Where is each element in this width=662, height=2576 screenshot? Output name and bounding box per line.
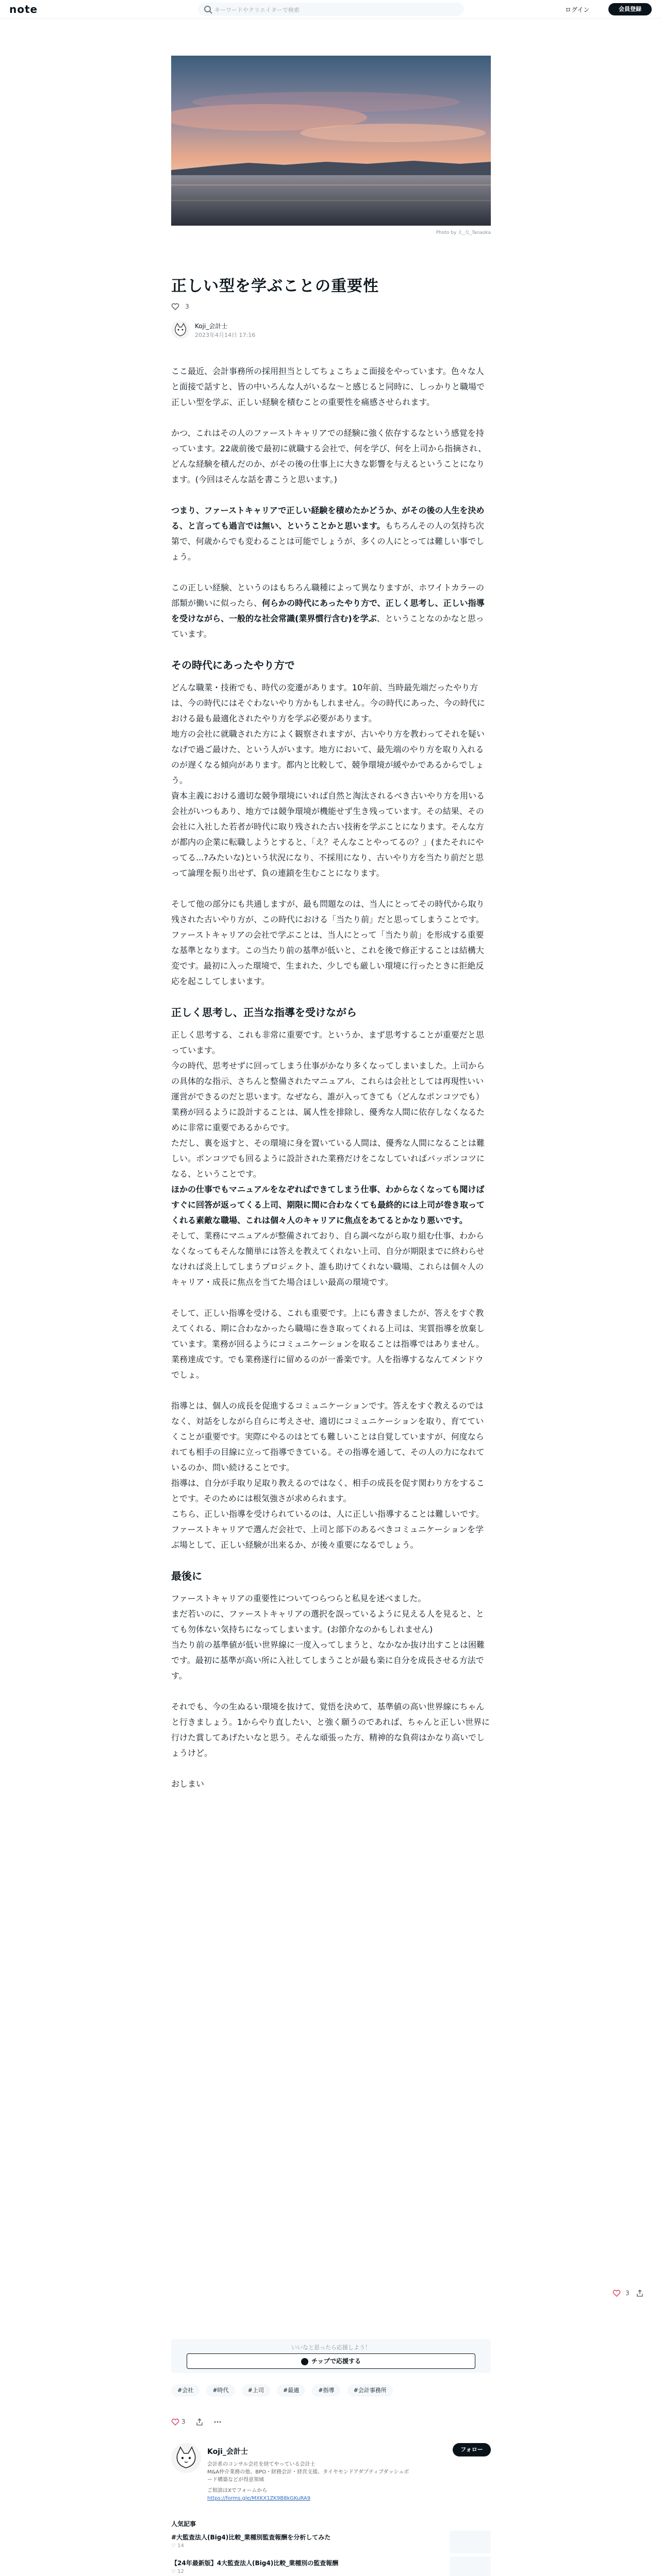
heart-icon [171,2418,179,2426]
paragraph [171,503,491,565]
paragraph: 当たり前の基準値が低い世界線に一度入ってしまうと、なかなか抜け出すことは困難です。最初に基準が高い所に入社してしまうことが最も楽に自分を成長させる方法です。 [171,1640,485,1681]
avatar[interactable] [171,320,190,339]
popular-item-title[interactable]: 【24年最新版】4大監査法人(Big4)比較_業種別の監査報酬 [171,2560,339,2567]
side-like-count: 3 [625,2289,630,2297]
follow-button[interactable]: フォロー [453,2443,491,2456]
support-box [171,2339,491,2373]
popular-item-likes: ♡ 12 [171,2569,184,2574]
author-name[interactable]: Koji_会計士 [195,323,228,330]
search-icon [204,6,211,12]
article-title: 正しい型を学ぶことの重要性 [171,277,379,295]
paragraph: それでも、今の生ぬるい環境を抜けて、覚悟を決めて、基準値の高い世界線にちゃんと行きましょう。1からやり直したい、と強く願うのであれば、ちゃんと正しい世界に行けた賞してあげたいなと思う。そんな頑張った方、精神的な負荷はかなり高いでしょうけど。 [171,1702,490,1758]
popular-heading: 人気記事 [171,2520,196,2528]
coin-icon [301,2358,308,2365]
tag-list [171,2384,491,2397]
paragraph: 指導とは、個人の成長を促進するコミュニケーションです。答えをすぐ教えるのではなく、対話をしながら自らに考えさせ、適切にコミュニケーションを取り、育てていくことが重要です。実際にやるのはとても難しいことは自覚していますが、何度なられても相手の目線に立って指導できている。その指導を通して、その人の力になれているのか、問い続けることです。 [171,1401,485,1472]
search-input[interactable] [198,3,464,16]
paragraph: こちら、正しい指導を受けられているのは、人に正しい指導することは難しいです。ファーストキャリアで選んだ会社で、上司と部下のあるべきコミュニケーションを学ぶ場として、正しい経験が出来るか、が後々重要になるでしょう。 [171,1509,484,1550]
popular-item-thumbnail[interactable] [450,2556,491,2576]
paragraph: かつ、これはその人のファーストキャリアでの経験に強く依存するなという感覚を持っています。22歳前後で最初に就職する会社で、何を学び、何を上司から指摘され、どんな経験を積んだのか、がその後の仕事上に大きな影響を与えるということになります。(今回はそんな話を書こうと思います。) [171,428,487,484]
creator-name[interactable]: Koji_会計士 [207,2448,248,2456]
share-icon [195,2418,204,2426]
tag[interactable]: #会計事務所 [347,2384,393,2397]
tip-button-label: チップで応援する [311,2358,361,2365]
paragraph: どんな職業・技術でも、時代の変遷があります。10年前、当時最先端だったやり方は、今の時代にはそぐわないやり方かもしれません。今の時代にあった、今の時代における最も最適化されたやり方を学ぶ必要があります。 [171,683,485,723]
popular-item-likes: ♡ 14 [171,2543,184,2549]
tag[interactable]: #指導 [312,2384,340,2397]
creator-card [171,2443,491,2507]
paragraph: ここ最近、会計事務所の採用担当としてちょこちょこ面接をやっています。色々な人と面接で話すと、皆の中いろんな人がいるな～と感じると同時に、しっかりと職場で正しい型を学ぶ、正しい経験を積むことの重要性を痛感させられます。 [171,366,485,407]
support-prompt: いいなと思ったら応援しよう！ [291,2344,371,2351]
popular-item-title[interactable]: #大監査法人(Big4)比較_業種別監査報酬を分析してみた [171,2534,331,2541]
creator-bio-text: 会計系のコンサル会社を経てやっている会計士 M&A仲介業務の他、BPO・財務会計・経営支援、タイヤモンドアダプティブダッシュボード構築などが得意領域 [207,2462,409,2483]
text: もちろんその人の気持ち次第で、何歳からでも変わることは可能でしょうが、多くの人にとっては難しい事でしょう。 [171,521,485,562]
section-heading: その時代にあったやり方で [171,659,295,671]
section-heading: 最後に [171,1570,202,1582]
top-header [0,0,662,19]
creator-contact: ご相談はXでフォームから [207,2488,268,2494]
paragraph: そして他の部分にも共通しますが、最も問題なのは、当人にとってその時代から取り残された古いやり方が、この時代における「当たり前」だと思ってしまうことです。ファーストキャリアの会社で学ぶことは、当人にとって「当たり前」を形成する重要な基準となります。この当たり前の基準が低いと、これを後で修正することは結構大変です。最初に入った環境で、生まれた、少しでも厳しい環境に行ったときに拒絶反応を起こしてしまいます。 [171,899,485,986]
action-like-count: 3 [181,2418,186,2425]
paragraph: 地方の会社に就職された方によく観察されますが、古いやり方を教わってそれを疑いなげで過ご最けた、という人がいます。地方において、最先端のやり方を取り入れるのが遅くなる傾向があります。都内と比較して、競争環境が緩やかであるからでしょう。 [171,729,485,785]
popular-item-like-count: 12 [177,2569,184,2574]
paragraph: 指導は、自分が手取り足取り教えるのではなく、相手の成長を促す関わり方をすることです。そのためには根気強さが求められます。 [171,1478,485,1503]
paragraph: そして、業務にマニュアルが整備されており、自ら調べながら取り組む仕事、わからなくなってもそんな簡単には答えを教えてくれない上司、自分が期限までに終わらせなければ炎上してしまうプロジェクト、誰も助けてくれない職場、これらは個々人のキャリア・成長に焦点を当てた場合ほしい最高の環境です。 [171,1231,485,1287]
bold-text: つまり、ファーストキャリアで正しい経験を積めたかどうか、がその後の人生を決める、と言っても過言では無い、ということかと思います。 [171,505,485,531]
paragraph: まだ若いのに、ファーストキャリアの選択を誤っているように見える人を見ると、とても勿体ない気持ちになってしまいます。(お節介なのかもしれません) [171,1609,484,1634]
article-body [171,364,491,1807]
share-action[interactable] [195,2418,204,2426]
popular-item-like-count: 14 [177,2543,184,2549]
publish-date: 2023年4月14日 17:16 [195,332,256,338]
author-block[interactable] [171,319,491,342]
login-link[interactable]: ログイン [565,6,590,13]
heart-icon[interactable] [613,2289,621,2297]
paragraph: 資本主義における適切な競争環境にいれば自然と淘汰されるべき古いやり方を用いる会社がいつもあり、地方では競争環境が機能せず生き残っています。その結果、その会社に入社した若者が時代に取り残された古い技術を学ぶことになります。そんな方が都内の企業に転職しようとすると、「え？そんなことやってるの？」(またそれにやってる...?みたいな)という状況になり、不採用になり、古いやり方を当たり前だと思って論理を振り出せず、負の連鎖を生むことになります。 [171,791,485,878]
closing-text: おしまい [171,1779,205,1789]
like-action[interactable] [171,2418,185,2426]
bold-text: 何らかの時代にあったやり方で、正しく思考し、正しい指導を受けながら、一般的な社会常識(業界慣行含む)を学ぶ [171,598,485,623]
search-placeholder: キーワードやクリエイターで検索 [214,7,300,13]
bold-text: ほかの仕事でもマニュアルをなぞればできてしまう仕事、わからなくなっても聞けばすぐに回答が返ってくる上司、期限に間に合わなくても最終的には上司が巻き取ってくれる素敵な職場、これは個々人のキャリアに焦点をあてるとかなり悪いです。 [171,1184,485,1225]
photo-credit: Photo by え_な_Tanaoka [436,230,491,235]
signup-button[interactable]: 会員登録 [608,3,652,15]
tag[interactable]: #時代 [206,2384,235,2397]
paragraph [171,1182,491,1228]
paragraph: 正しく思考する、これも非常に重要です。というか、まず思考することが重要だと思っています。 [171,1030,484,1055]
action-row [171,2416,491,2429]
floating-like-bar [613,2287,643,2298]
popular-item-thumbnail[interactable] [450,2531,491,2553]
more-action[interactable] [213,2418,222,2426]
popular-item[interactable] [171,2531,491,2553]
section-heading: 正しく思考し、正当な指導を受けながら [171,1006,357,1019]
like-row [171,301,189,311]
like-count: 3 [185,302,189,310]
more-icon [213,2418,222,2426]
paragraph [171,580,491,642]
creator-form-link[interactable]: https://forms.gle/MXKX1ZK9B8kGKuRA9 [207,2496,311,2501]
text: この正しい経験、というのはもちろん職種によって異なりますが、ホワイトカラーの部類が働いに似ったら、 [171,583,485,608]
note-logo[interactable]: note [9,3,38,15]
paragraph: ただし、裏を返すと、その環境に身を置いている人間は、優秀な人間になることは難しい。ポンコツでも回るように設計された業務だけをこなしていればパッポンコツになる、ということです。 [171,1138,485,1179]
text: 、ということなのかなと思っています。 [171,614,484,639]
creator-avatar[interactable] [171,2443,201,2473]
tag[interactable]: #上司 [242,2384,270,2397]
hero-image [171,56,491,226]
creator-bio [207,2461,413,2502]
paragraph: ファーストキャリアの重要性についてつらつらと私見を述べました。 [171,1594,426,1603]
popular-item[interactable] [171,2556,491,2576]
tip-button[interactable] [187,2353,475,2369]
tag[interactable]: #最適 [277,2384,305,2397]
heart-icon[interactable] [171,302,179,311]
tag[interactable]: #会社 [171,2384,200,2397]
paragraph: 今の時代、思考せずに回ってしまう仕事がかなり多くなってしまいました。上司からの具体的な指示、さちんと整備されたマニュアル、これらは会社としては再現性いい運営ができるのだと思います。なぜなら、誰が入ってきても（どんなポンコツでも）業務が回るように設計することは、属人性を排除し、優秀な人間に依存しなくなるために非常に重要であるからです。 [171,1061,485,1132]
paragraph: そして、正しい指導を受ける、これも重要です。上にも書きましたが、答えをすぐ教えてくれる、期に合わなかったら職場に巻き取ってくれる上司は、実質指導を放棄しています。業務が回るようにコミュニケーションを取ることは指導ではありません。業務達成です。でも業務遂行に留めるのが一番楽です。人を指導するなんてメンドウでしょ。 [171,1308,485,1380]
share-icon[interactable] [636,2290,643,2297]
